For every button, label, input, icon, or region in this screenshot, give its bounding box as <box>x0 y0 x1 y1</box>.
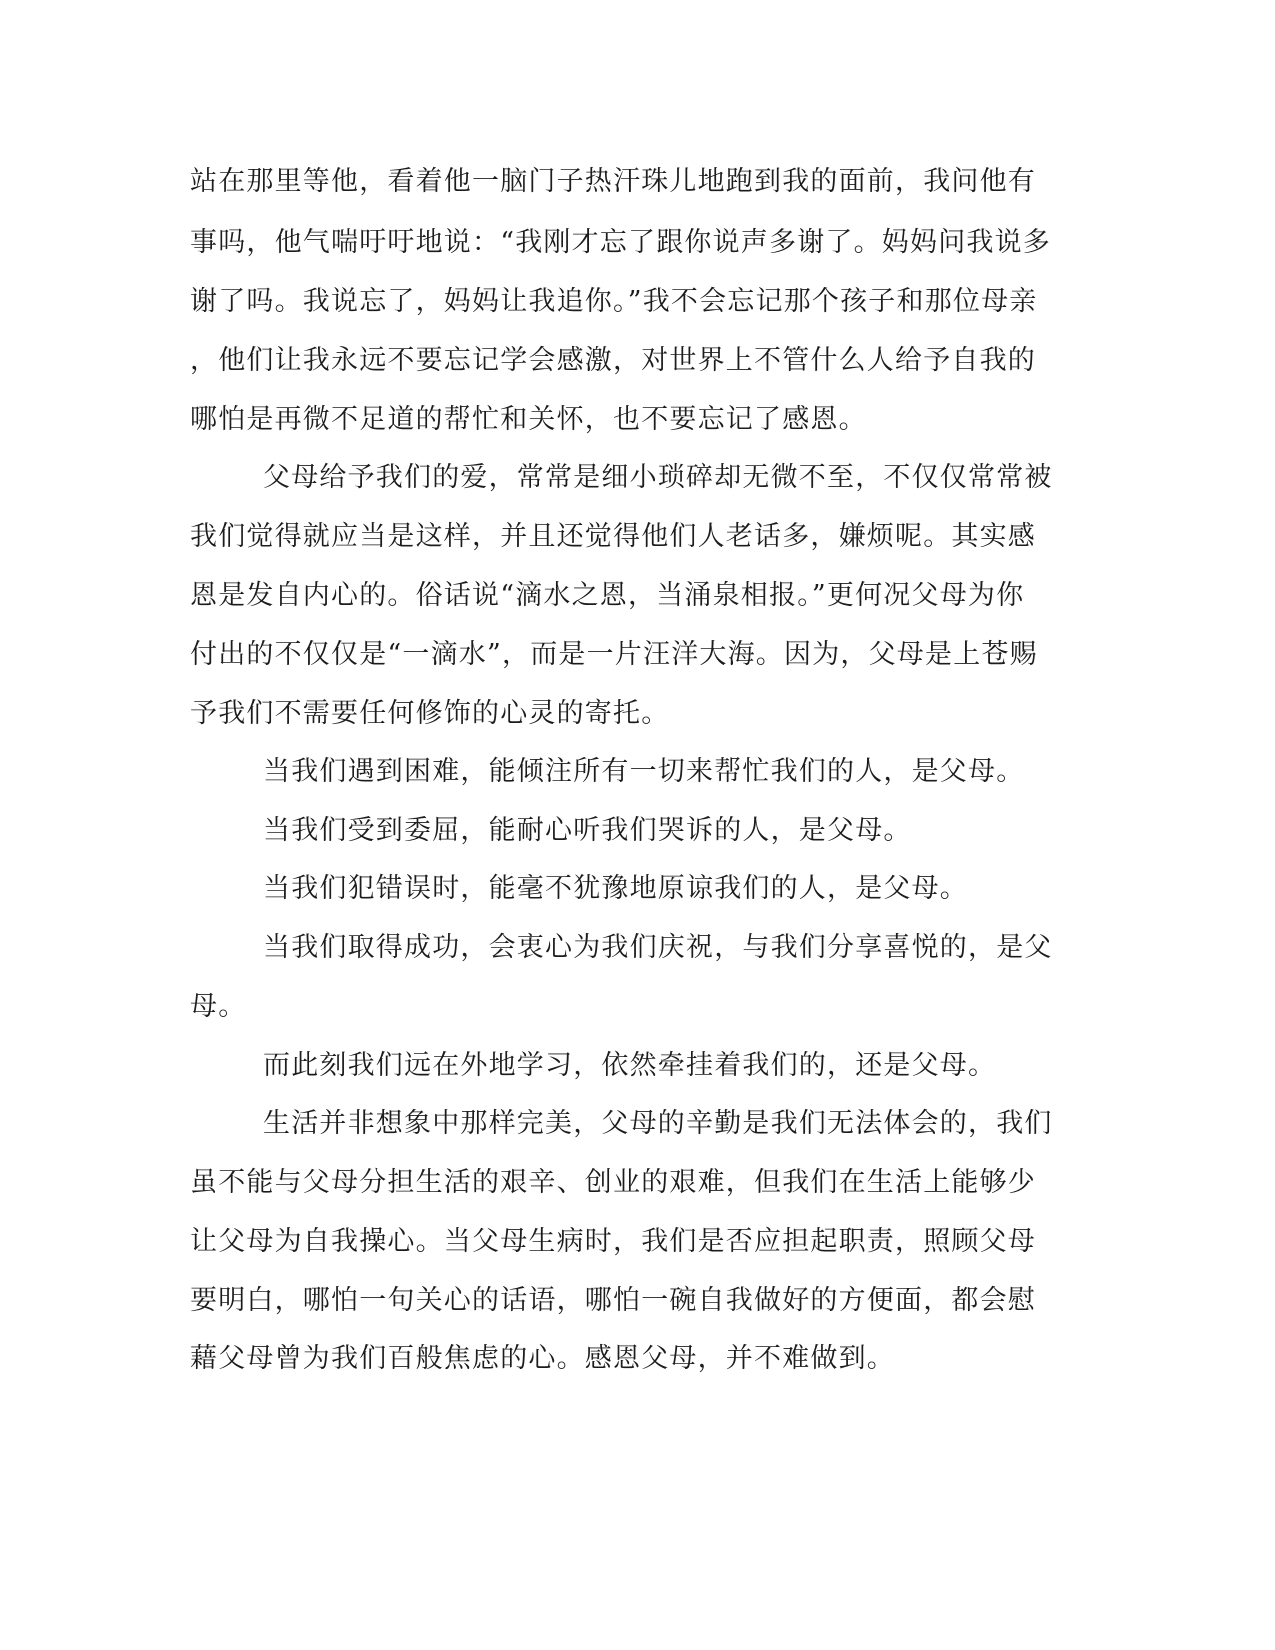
text-line: 母。 <box>190 991 247 1022</box>
text-line: 藉父母曾为我们百般焦虑的心。感恩父母，并不难做到。 <box>190 1343 895 1374</box>
text-line: 当我们遇到困难，能倾注所有一切来帮忙我们的人，是父母。 <box>263 756 1025 787</box>
text-line: 而此刻我们远在外地学习，依然牵挂着我们的，还是父母。 <box>263 1050 997 1081</box>
text-line: 谢了吗。我说忘了，妈妈让我追你。”我不会忘记那个孩子和那位母亲 <box>190 286 1038 317</box>
text-line: 哪怕是再微不足道的帮忙和关怀，也不要忘记了感恩。 <box>190 404 867 435</box>
text-line: 虽不能与父母分担生活的艰辛、创业的艰难，但我们在生活上能够少 <box>190 1167 1036 1198</box>
text-line: 父母给予我们的爱，常常是细小琐碎却无微不至，不仅仅常常被 <box>263 462 1053 493</box>
text-line: 站在那里等他，看着他一脑门子热汗珠儿地跑到我的面前，我问他有 <box>190 166 1036 197</box>
text-line: 当我们犯错误时，能毫不犹豫地原谅我们的人，是父母。 <box>263 873 968 904</box>
text-line: 要明白，哪怕一句关心的话语，哪怕一碗自我做好的方便面，都会慰 <box>190 1285 1036 1316</box>
text-line: 恩是发自内心的。俗话说“滴水之恩，当涌泉相报。”更何况父母为你 <box>190 580 1025 611</box>
text-line: 事吗，他气喘吁吁地说：“我刚才忘了跟你说声多谢了。妈妈问我说多 <box>190 227 1052 258</box>
text-line: 予我们不需要任何修饰的心灵的寄托。 <box>190 698 670 729</box>
text-line: 生活并非想象中那样完美，父母的辛勤是我们无法体会的，我们 <box>263 1108 1053 1139</box>
text-line: 当我们受到委屈，能耐心听我们哭诉的人，是父母。 <box>263 815 912 846</box>
text-line: 让父母为自我操心。当父母生病时，我们是否应担起职责，照顾父母 <box>190 1226 1036 1257</box>
text-line: 我们觉得就应当是这样，并且还觉得他们人老话多，嫌烦呢。其实感 <box>190 521 1036 552</box>
text-line: 当我们取得成功，会衷心为我们庆祝，与我们分享喜悦的，是父 <box>263 932 1053 963</box>
text-line: 付出的不仅仅是“一滴水”，而是一片汪洋大海。因为，父母是上苍赐 <box>190 639 1038 670</box>
text-line: ，他们让我永远不要忘记学会感激，对世界上不管什么人给予自我的 <box>190 345 1036 376</box>
